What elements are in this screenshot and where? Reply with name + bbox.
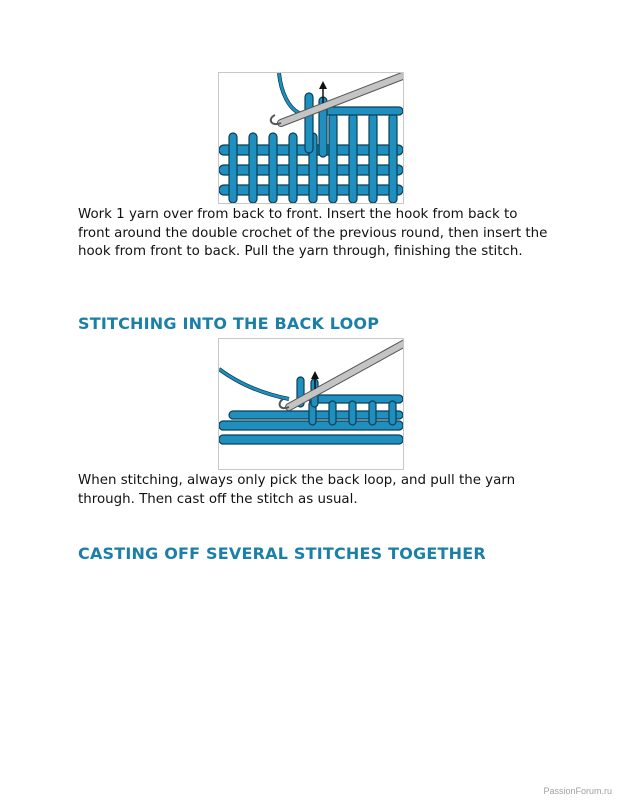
figure-back-loop xyxy=(218,338,404,470)
heading-back-loop: STITCHING INTO THE BACK LOOP xyxy=(78,314,380,333)
watermark: PassionForum.ru xyxy=(543,786,612,796)
crochet-hook-back-loop-illustration xyxy=(219,339,403,469)
heading-casting-off: CASTING OFF SEVERAL STITCHES TOGETHER xyxy=(78,544,486,563)
crochet-hook-front-post-illustration xyxy=(219,73,403,203)
paragraph-front-post: Work 1 yarn over from back to front. Insert the hook from back to front around the double crochet of the previous round, then insert the hook from front to back. Pull the yarn through, finishing the stitch. xyxy=(78,207,548,259)
paragraph-back-loop: When stitching, always only pick the back loop, and pull the yarn through. Then cast off the stitch as usual. xyxy=(78,473,516,507)
figure-front-post-stitch xyxy=(218,72,404,204)
